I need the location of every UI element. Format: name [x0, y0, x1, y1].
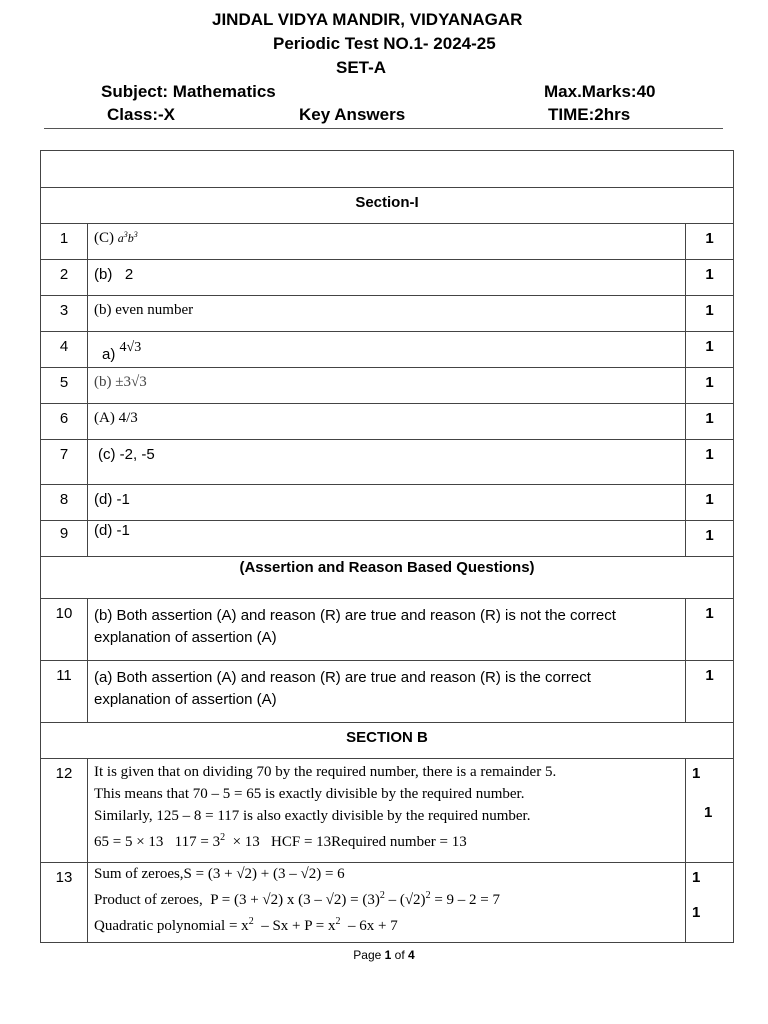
- answer-text: (A) 4/3: [88, 404, 686, 440]
- section-row: [41, 188, 734, 224]
- marks: 1 1: [686, 759, 734, 863]
- marks: 1: [686, 368, 734, 404]
- section-row: [41, 723, 734, 759]
- answer-text: (b) ±3√3: [88, 368, 686, 404]
- question-number: 4: [41, 332, 88, 368]
- set-label: SET-A: [336, 58, 387, 77]
- blank-row: [41, 151, 734, 188]
- section-heading: SECTION B: [41, 723, 734, 759]
- answer-text: a) 4√3: [88, 332, 686, 368]
- answer-row: [41, 599, 734, 661]
- answer-row: [41, 521, 734, 557]
- question-number: 10: [41, 599, 88, 661]
- answer-row: [41, 485, 734, 521]
- answer-row: [41, 260, 734, 296]
- question-number: 9: [41, 521, 88, 557]
- section-row: [41, 557, 734, 599]
- answer-row: [41, 368, 734, 404]
- answer-row: [41, 759, 734, 863]
- question-number: 5: [41, 368, 88, 404]
- answer-row: [41, 224, 734, 260]
- marks: 1: [686, 260, 734, 296]
- time-label: TIME:2hrs: [548, 105, 631, 124]
- section-heading: Section-I: [41, 188, 734, 224]
- question-number: 11: [41, 661, 88, 723]
- subject-label: Subject: Mathematics: [101, 82, 276, 101]
- marks: 1: [686, 440, 734, 485]
- marks: 1: [686, 521, 734, 557]
- question-number: 7: [41, 440, 88, 485]
- question-number: 6: [41, 404, 88, 440]
- marks: 1: [686, 485, 734, 521]
- answer-text: Sum of zeroes,S = (3 + √2) + (3 – √2) = 6 Product of zeroes, P = (3 + √2) x $(3 - √2) = (3)^2 - (√2)^2 = 9 - 2 = 7$ Quadratic polynomial = $x^2 - Sx + P = x^2 - 6x + 7$: [88, 863, 686, 943]
- answer-text: (b) 2: [88, 260, 686, 296]
- max-marks-label: Max.Marks:40: [544, 82, 656, 101]
- section-heading: (Assertion and Reason Based Questions): [41, 557, 734, 599]
- header-divider: [44, 128, 723, 129]
- answer-text: (b) Both assertion (A) and reason (R) are true and reason (R) is not the correct explanation of assertion (A): [88, 599, 686, 661]
- marks: 1: [686, 224, 734, 260]
- marks: 1: [686, 296, 734, 332]
- answer-text: (c) -2, -5: [88, 440, 686, 485]
- class-label: Class:-X: [107, 105, 176, 124]
- answer-row: [41, 332, 734, 368]
- question-number: 12: [41, 759, 88, 863]
- marks: 1: [686, 404, 734, 440]
- answer-text: (d) -1: [88, 485, 686, 521]
- answer-key-table: [40, 150, 734, 943]
- question-number: 3: [41, 296, 88, 332]
- answer-text: (b) even number: [88, 296, 686, 332]
- answer-text: It is given that on dividing 70 by the required number, there is a remainder 5. This means that 70 – 5 = 65 is exactly divisible by the required number. Similarly, 125 – 8 = 117 is also exactly divisible by the required number. 65 = 5 × 13 $117 = 3^2 \times 13$ HCF = 13Required number = 13: [88, 759, 686, 863]
- page-footer: Page 1 of 4: [353, 948, 415, 962]
- marks: 1 1: [686, 863, 734, 943]
- marks: 1: [686, 332, 734, 368]
- answer-row: [41, 296, 734, 332]
- marks: 1: [686, 599, 734, 661]
- question-number: 8: [41, 485, 88, 521]
- key-answers-label: Key Answers: [299, 105, 406, 124]
- answer-row: [41, 440, 734, 485]
- answer-row: [41, 863, 734, 943]
- answer-text: (d) -1: [88, 521, 686, 557]
- marks: 1: [686, 661, 734, 723]
- blank-cell: [41, 151, 734, 188]
- answer-row: [41, 404, 734, 440]
- school-name: JINDAL VIDYA MANDIR, VIDYANAGAR: [212, 10, 523, 29]
- answer-text: (a) Both assertion (A) and reason (R) are true and reason (R) is the correct explanation of assertion (A): [88, 661, 686, 723]
- question-number: 1: [41, 224, 88, 260]
- test-title: Periodic Test NO.1- 2024-25: [273, 34, 496, 53]
- question-number: 2: [41, 260, 88, 296]
- question-number: 13: [41, 863, 88, 943]
- answer-text: (C) $a^3b^3$: [88, 224, 686, 260]
- answer-row: [41, 661, 734, 723]
